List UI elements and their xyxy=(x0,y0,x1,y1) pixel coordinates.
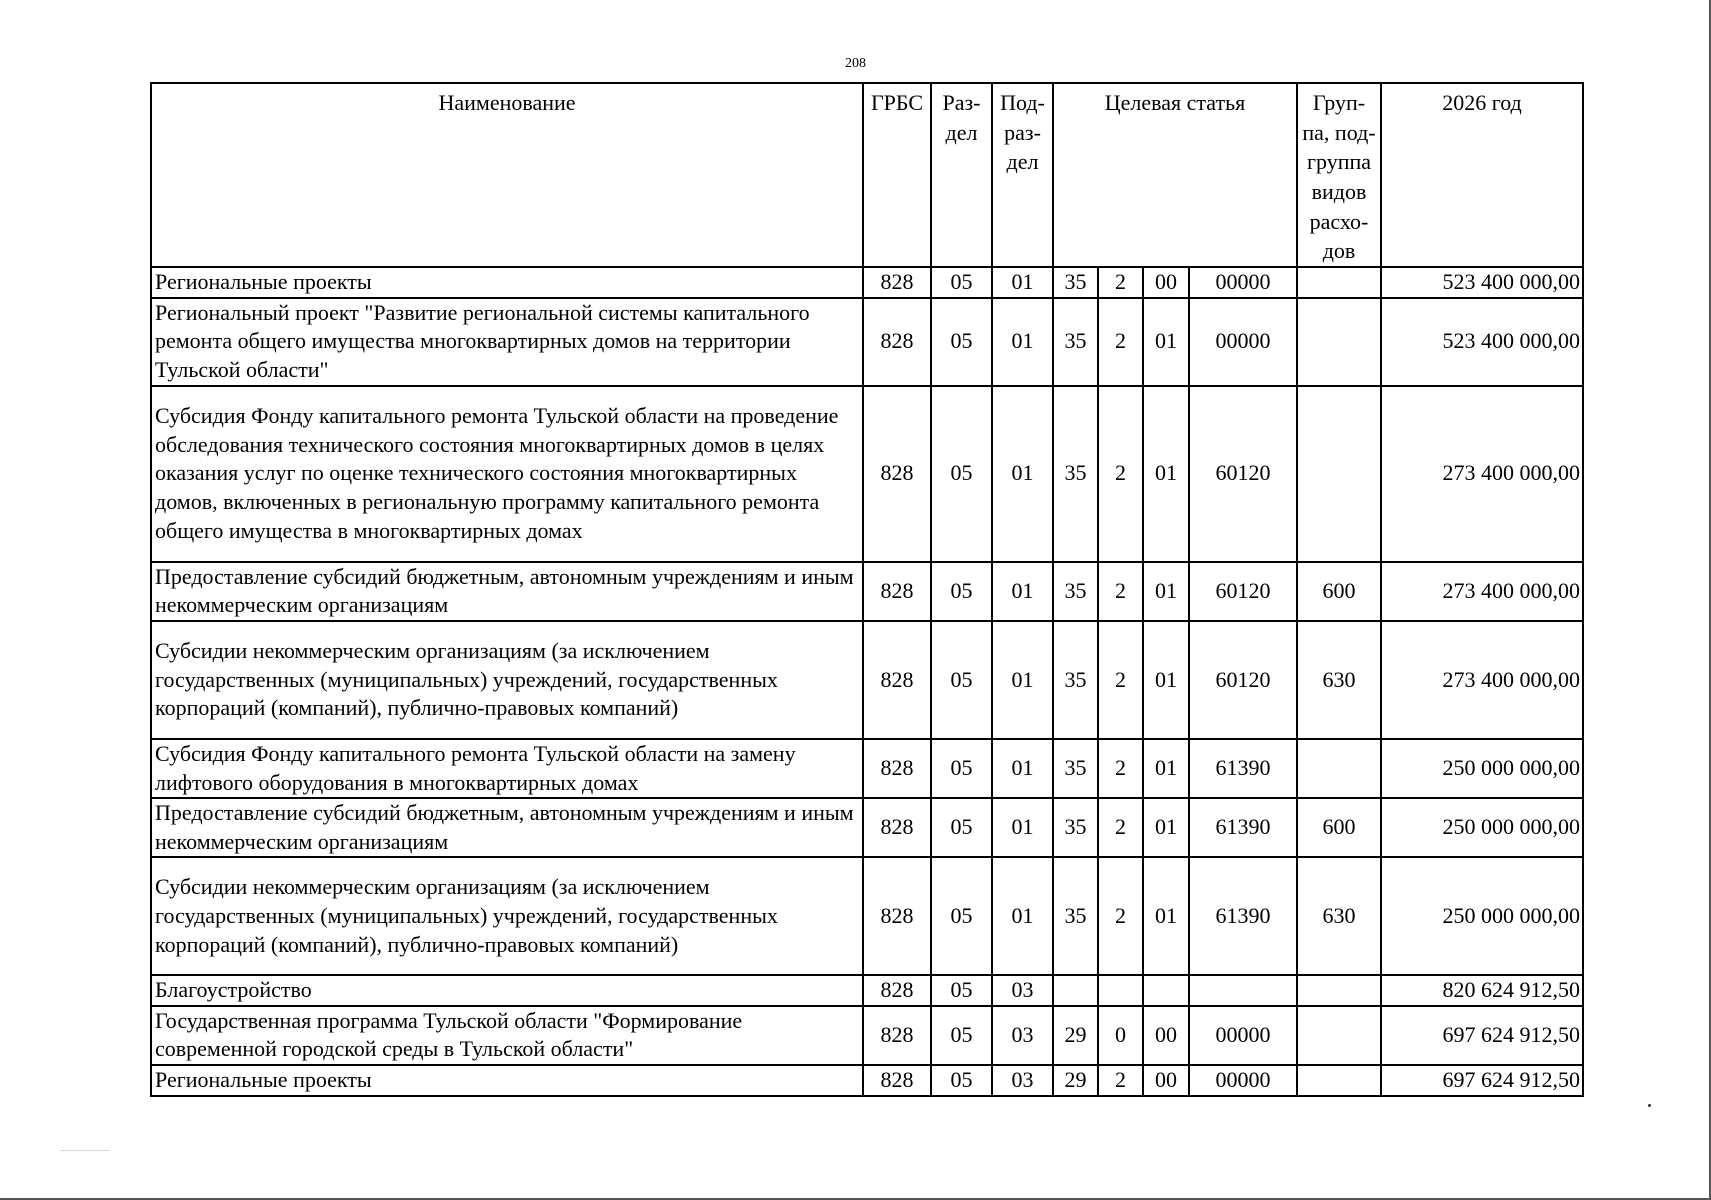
header-gruppa-vidov: Груп-па, под-группа видов расхо-дов xyxy=(1297,83,1381,267)
row-name-cell: Региональные проекты xyxy=(151,267,863,298)
grbs-cell: 828 xyxy=(863,1006,931,1065)
cs-program-cell: 35 xyxy=(1053,857,1098,975)
row-name-cell: Предоставление субсидий бюджетным, автономным учреждениям и иным некоммерческим организациям xyxy=(151,562,863,621)
cs-direction-cell: 00000 xyxy=(1189,298,1297,386)
grbs-cell: 828 xyxy=(863,621,931,739)
row-name-cell: Субсидии некоммерческим организациям (за исключением государственных (муниципальных) учреждений, государственных корпораций (компаний), публично-правовых компаний) xyxy=(151,621,863,739)
cs-type-cell: 2 xyxy=(1098,298,1143,386)
cs-event-cell: 01 xyxy=(1143,386,1189,562)
header-razdel: Раз-дел xyxy=(931,83,992,267)
cs-event-cell xyxy=(1143,975,1189,1006)
cs-event-cell: 01 xyxy=(1143,857,1189,975)
table-row xyxy=(151,1006,1583,1065)
cs-direction-cell: 00000 xyxy=(1189,1006,1297,1065)
razdel-cell: 05 xyxy=(931,621,992,739)
table-row xyxy=(151,298,1583,386)
vr-cell: 630 xyxy=(1297,857,1381,975)
header-grbs: ГРБС xyxy=(863,83,931,267)
cs-direction-cell: 61390 xyxy=(1189,798,1297,857)
cs-type-cell: 2 xyxy=(1098,267,1143,298)
razdel-cell: 05 xyxy=(931,1006,992,1065)
cs-type-cell: 2 xyxy=(1098,739,1143,798)
vr-cell xyxy=(1297,975,1381,1006)
row-name-cell: Предоставление субсидий бюджетным, автономным учреждениям и иным некоммерческим организациям xyxy=(151,798,863,857)
cs-event-cell: 00 xyxy=(1143,1065,1189,1096)
header-celevaya-statya: Целевая статья xyxy=(1053,83,1297,267)
grbs-cell: 828 xyxy=(863,857,931,975)
row-name-cell: Субсидия Фонду капитального ремонта Тульской области на проведение обследования технического состояния многоквартирных домов в целях оказания услуг по оценке технического состояния многоквартирных домов, включенных в региональную программу капитального ремонта общего имущества в многоквартирных домах xyxy=(151,386,863,562)
amount-cell: 250 000 000,00 xyxy=(1381,798,1583,857)
cs-event-cell: 00 xyxy=(1143,1006,1189,1065)
cs-program-cell: 29 xyxy=(1053,1006,1098,1065)
vr-cell: 600 xyxy=(1297,798,1381,857)
table-row xyxy=(151,739,1583,798)
header-podrazdel: Под-раз-дел xyxy=(992,83,1053,267)
table-row xyxy=(151,798,1583,857)
row-name-cell: Государственная программа Тульской области "Формирование современной городской среды в Тульской области" xyxy=(151,1006,863,1065)
cs-type-cell: 2 xyxy=(1098,798,1143,857)
cs-event-cell: 01 xyxy=(1143,798,1189,857)
grbs-cell: 828 xyxy=(863,298,931,386)
razdel-cell: 05 xyxy=(931,562,992,621)
podrazdel-cell: 01 xyxy=(992,298,1053,386)
row-name-cell: Региональный проект "Развитие региональной системы капитального ремонта общего имущества многоквартирных домов на территории Тульской области" xyxy=(151,298,863,386)
scan-speck xyxy=(1648,1104,1651,1107)
vr-cell xyxy=(1297,1006,1381,1065)
podrazdel-cell: 01 xyxy=(992,386,1053,562)
cs-event-cell: 01 xyxy=(1143,621,1189,739)
cs-type-cell: 0 xyxy=(1098,1006,1143,1065)
podrazdel-cell: 01 xyxy=(992,739,1053,798)
cs-direction-cell: 60120 xyxy=(1189,621,1297,739)
amount-cell: 250 000 000,00 xyxy=(1381,857,1583,975)
razdel-cell: 05 xyxy=(931,798,992,857)
grbs-cell: 828 xyxy=(863,267,931,298)
cs-type-cell: 2 xyxy=(1098,562,1143,621)
vr-cell: 630 xyxy=(1297,621,1381,739)
razdel-cell: 05 xyxy=(931,1065,992,1096)
amount-cell: 273 400 000,00 xyxy=(1381,562,1583,621)
podrazdel-cell: 01 xyxy=(992,562,1053,621)
cs-program-cell: 35 xyxy=(1053,298,1098,386)
table-row xyxy=(151,386,1583,562)
page-number: 208 xyxy=(845,56,866,71)
razdel-cell: 05 xyxy=(931,386,992,562)
amount-cell: 820 624 912,50 xyxy=(1381,975,1583,1006)
amount-cell: 273 400 000,00 xyxy=(1381,621,1583,739)
podrazdel-cell: 01 xyxy=(992,267,1053,298)
cs-program-cell xyxy=(1053,975,1098,1006)
razdel-cell: 05 xyxy=(931,739,992,798)
header-name: Наименование xyxy=(151,83,863,267)
cs-type-cell: 2 xyxy=(1098,621,1143,739)
podrazdel-cell: 01 xyxy=(992,621,1053,739)
row-name-cell: Благоустройство xyxy=(151,975,863,1006)
podrazdel-cell: 03 xyxy=(992,1006,1053,1065)
row-name-cell: Субсидия Фонду капитального ремонта Тульской области на замену лифтового оборудования в многоквартирных домах xyxy=(151,739,863,798)
amount-cell: 523 400 000,00 xyxy=(1381,298,1583,386)
razdel-cell: 05 xyxy=(931,298,992,386)
cs-program-cell: 35 xyxy=(1053,267,1098,298)
row-name-cell: Субсидии некоммерческим организациям (за исключением государственных (муниципальных) учреждений, государственных корпораций (компаний), публично-правовых компаний) xyxy=(151,857,863,975)
cs-type-cell: 2 xyxy=(1098,386,1143,562)
cs-direction-cell: 60120 xyxy=(1189,386,1297,562)
cs-program-cell: 35 xyxy=(1053,386,1098,562)
amount-cell: 523 400 000,00 xyxy=(1381,267,1583,298)
cs-direction-cell xyxy=(1189,975,1297,1006)
cs-event-cell: 01 xyxy=(1143,562,1189,621)
table-row xyxy=(151,975,1583,1006)
amount-cell: 273 400 000,00 xyxy=(1381,386,1583,562)
cs-program-cell: 35 xyxy=(1053,562,1098,621)
table-row xyxy=(151,857,1583,975)
cs-direction-cell: 00000 xyxy=(1189,267,1297,298)
cs-direction-cell: 61390 xyxy=(1189,739,1297,798)
podrazdel-cell: 03 xyxy=(992,975,1053,1006)
amount-cell: 250 000 000,00 xyxy=(1381,739,1583,798)
amount-cell: 697 624 912,50 xyxy=(1381,1065,1583,1096)
podrazdel-cell: 01 xyxy=(992,798,1053,857)
header-row xyxy=(151,83,1583,267)
cs-event-cell: 01 xyxy=(1143,298,1189,386)
table-row xyxy=(151,1065,1583,1096)
cs-direction-cell: 60120 xyxy=(1189,562,1297,621)
table-row xyxy=(151,267,1583,298)
grbs-cell: 828 xyxy=(863,975,931,1006)
grbs-cell: 828 xyxy=(863,739,931,798)
header-year: 2026 год xyxy=(1381,83,1583,267)
grbs-cell: 828 xyxy=(863,562,931,621)
row-name-cell: Региональные проекты xyxy=(151,1065,863,1096)
grbs-cell: 828 xyxy=(863,386,931,562)
vr-cell xyxy=(1297,298,1381,386)
scan-line xyxy=(60,1150,110,1151)
cs-program-cell: 35 xyxy=(1053,739,1098,798)
razdel-cell: 05 xyxy=(931,267,992,298)
razdel-cell: 05 xyxy=(931,975,992,1006)
cs-type-cell: 2 xyxy=(1098,857,1143,975)
cs-direction-cell: 61390 xyxy=(1189,857,1297,975)
vr-cell xyxy=(1297,739,1381,798)
cs-type-cell xyxy=(1098,975,1143,1006)
budget-table xyxy=(150,82,1584,1097)
grbs-cell: 828 xyxy=(863,1065,931,1096)
table-body xyxy=(151,267,1583,1096)
grbs-cell: 828 xyxy=(863,798,931,857)
vr-cell xyxy=(1297,386,1381,562)
cs-direction-cell: 00000 xyxy=(1189,1065,1297,1096)
vr-cell: 600 xyxy=(1297,562,1381,621)
cs-program-cell: 35 xyxy=(1053,621,1098,739)
cs-event-cell: 01 xyxy=(1143,739,1189,798)
table-row xyxy=(151,621,1583,739)
cs-event-cell: 00 xyxy=(1143,267,1189,298)
table-row xyxy=(151,562,1583,621)
cs-program-cell: 35 xyxy=(1053,798,1098,857)
cs-program-cell: 29 xyxy=(1053,1065,1098,1096)
amount-cell: 697 624 912,50 xyxy=(1381,1006,1583,1065)
podrazdel-cell: 03 xyxy=(992,1065,1053,1096)
vr-cell xyxy=(1297,1065,1381,1096)
podrazdel-cell: 01 xyxy=(992,857,1053,975)
razdel-cell: 05 xyxy=(931,857,992,975)
vr-cell xyxy=(1297,267,1381,298)
cs-type-cell: 2 xyxy=(1098,1065,1143,1096)
